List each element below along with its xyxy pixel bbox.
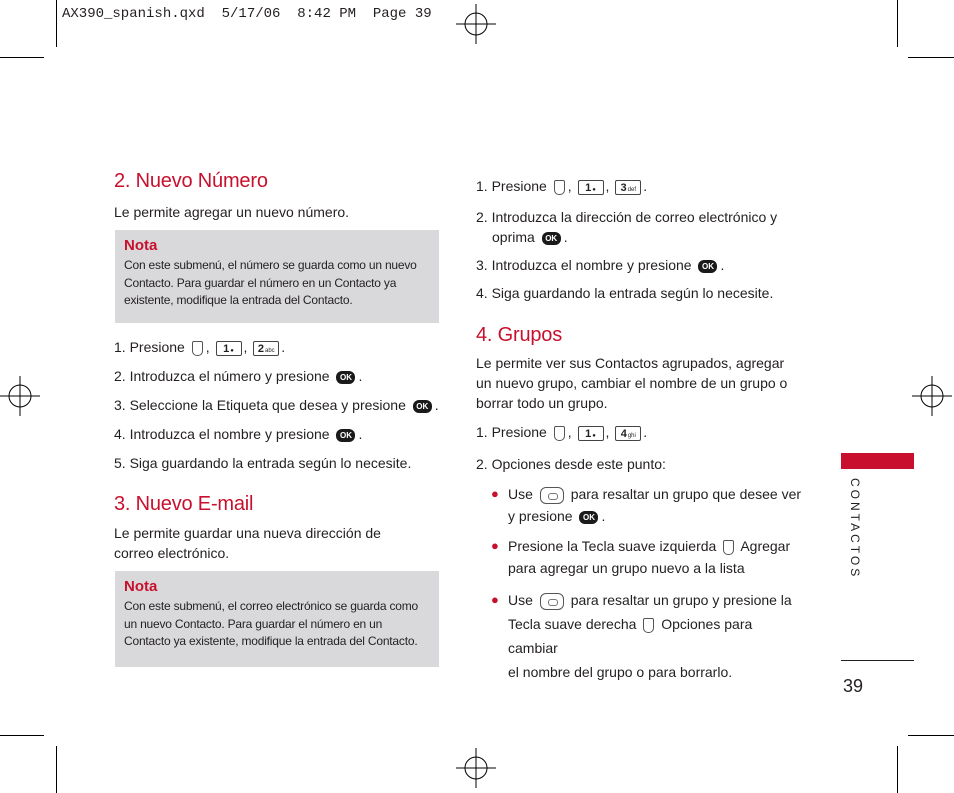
section-intro: Le permite guardar una nueva dirección de correo electrónico.	[114, 525, 381, 561]
section-title-nuevo-numero: 2. Nuevo Número	[114, 170, 268, 192]
crop-mark	[56, 746, 57, 793]
options-list	[476, 483, 804, 684]
step-item: 1. Presione , 1● , 4ghi .	[476, 424, 648, 440]
step-item: 3. Seleccione la Etiqueta que desea y presione OK .	[114, 397, 439, 413]
section-tab-label: CONTACTOS	[848, 478, 862, 580]
step-item: 4. Introduzca el nombre y presione OK .	[114, 426, 363, 442]
list-item: ● Presione la Tecla suave izquierda Agregar para agregar un grupo nuevo a la lista	[491, 535, 804, 579]
crop-mark	[897, 0, 898, 47]
crop-mark	[0, 735, 44, 736]
step-item-continued: oprima OK .	[492, 229, 568, 245]
crop-mark	[56, 0, 57, 47]
ok-key-icon: OK	[336, 371, 355, 384]
left-column	[114, 170, 440, 667]
step-item: 5. Siga guardando la entrada según lo necesite.	[114, 455, 412, 471]
bullet-icon: ●	[491, 592, 499, 607]
crop-mark	[0, 57, 44, 58]
section-intro: Le permite ver sus Contactos agrupados, agregar un nuevo grupo, cambiar el nombre de un grupo o borrar todo un grupo.	[476, 355, 788, 411]
list-item: ● Use para resaltar un grupo que desee ver y presione OK .	[491, 483, 804, 527]
page-number-rule	[841, 660, 914, 661]
section-tab-marker	[841, 453, 914, 469]
ok-key-icon: OK	[413, 400, 432, 413]
page-number: 39	[843, 676, 864, 696]
right-column	[476, 176, 804, 684]
note-box	[115, 230, 439, 323]
left-soft-key-icon	[723, 540, 734, 555]
registration-mark-icon	[456, 748, 496, 788]
registration-mark-icon	[912, 376, 952, 416]
step-item: 2. Opciones desde este punto:	[476, 456, 666, 472]
note-title: Nota	[124, 578, 158, 595]
steps-list	[114, 337, 440, 473]
registration-mark-icon	[0, 376, 40, 416]
left-soft-key-icon	[554, 180, 565, 195]
note-title: Nota	[124, 237, 158, 254]
section-title-grupos: 4. Grupos	[476, 324, 563, 346]
key-1-icon: 1●	[216, 341, 242, 356]
section-title-nuevo-email: 3. Nuevo E-mail	[114, 493, 254, 515]
ok-key-icon: OK	[579, 511, 598, 524]
ok-key-icon: OK	[698, 260, 717, 273]
ok-key-icon: OK	[542, 232, 561, 245]
bullet-icon: ●	[491, 486, 499, 501]
print-slug: AX390_spanish.qxd 5/17/06 8:42 PM Page 39	[62, 6, 432, 22]
step-item: 1. Presione , 1● , 3def .	[476, 178, 648, 194]
ok-key-icon: OK	[336, 429, 355, 442]
key-1-icon: 1●	[578, 426, 604, 441]
key-4-icon: 4ghi	[615, 426, 641, 441]
navigation-key-icon	[540, 593, 564, 610]
left-soft-key-icon	[554, 426, 565, 441]
key-1-icon: 1●	[578, 180, 604, 195]
key-3-icon: 3def	[615, 180, 641, 195]
note-text: Con este submenú, el número se guarda como un nuevo Contacto. Para guardar el número en un Contacto ya existente, modifique la entrada del Contacto.	[124, 258, 417, 307]
step-item: 1. Presione , 1● , 2abc .	[114, 339, 286, 355]
right-soft-key-icon	[643, 618, 654, 633]
key-2-icon: 2abc	[253, 341, 279, 356]
note-text: Con este submenú, el correo electrónico se guarda como un nuevo Contacto. Para guardar el número en un Contacto ya existente, modifique la entrada del Contacto.	[124, 599, 419, 648]
left-soft-key-icon	[192, 341, 203, 356]
step-item: 2. Introduzca el número y presione OK .	[114, 368, 363, 384]
step-item: 3. Introduzca el nombre y presione OK .	[476, 257, 725, 273]
list-item: ● Use para resaltar un grupo y presione la Tecla suave derecha Opciones para cambiar el nombre del grupo o para borrarlo.	[491, 588, 804, 684]
crop-mark	[908, 735, 954, 736]
section-intro: Le permite agregar un nuevo número.	[114, 204, 350, 220]
step-item: 2. Introduzca la dirección de correo electrónico y	[476, 209, 778, 225]
crop-mark	[908, 57, 954, 58]
crop-mark	[897, 746, 898, 793]
registration-mark-icon	[456, 4, 496, 44]
step-item: 4. Siga guardando la entrada según lo necesite.	[476, 285, 774, 301]
navigation-key-icon	[540, 487, 564, 504]
note-box	[115, 571, 439, 667]
bullet-icon: ●	[491, 538, 499, 553]
